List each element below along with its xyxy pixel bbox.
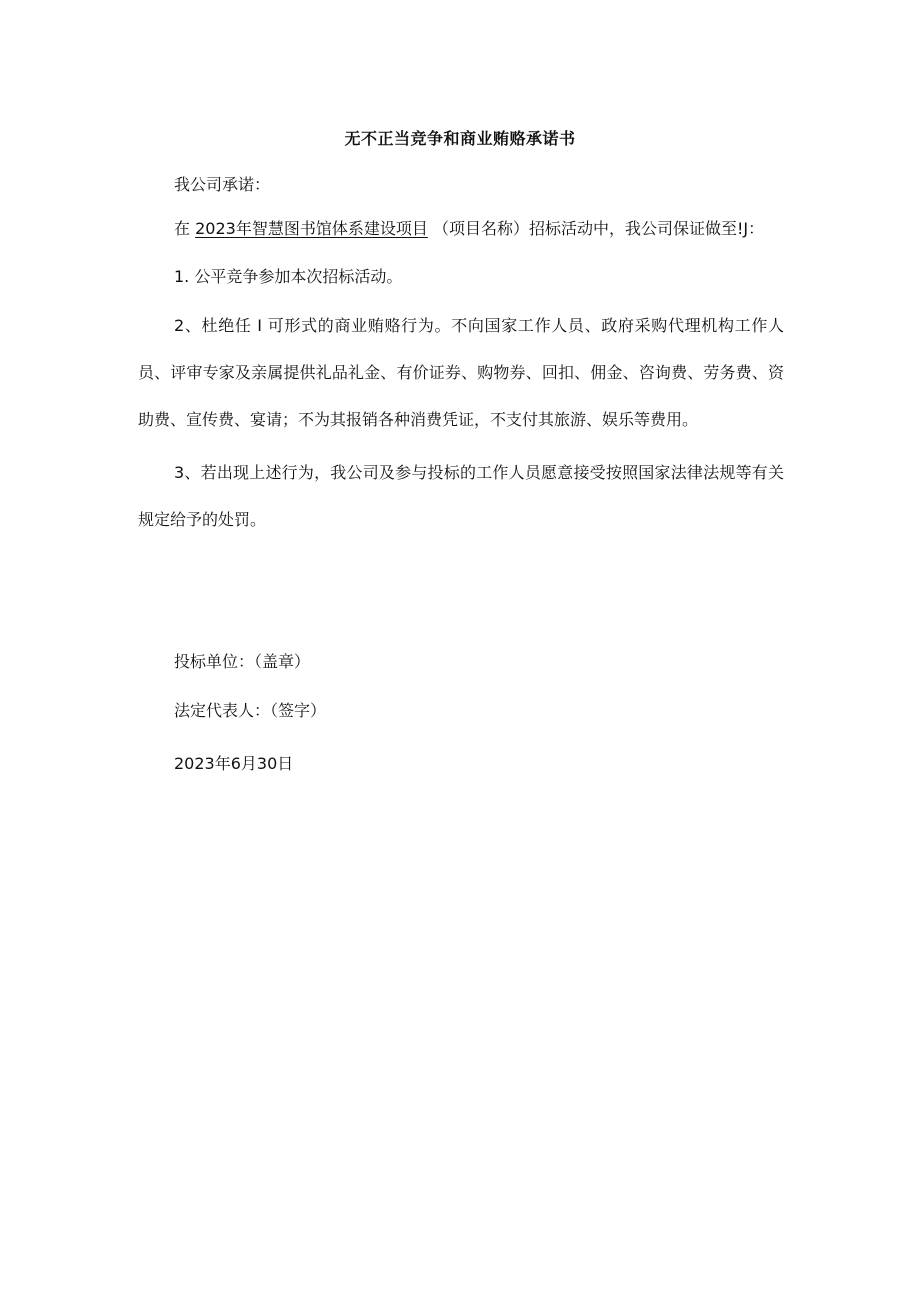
bidder-seal-label: 投标单位：（盖章） bbox=[174, 652, 311, 671]
document-title: 无不正当竞争和商业贿赂承诺书 bbox=[344, 129, 576, 148]
project-name: 2023年智慧图书馆体系建设项目 bbox=[195, 219, 428, 238]
document-date: 2023年6月30日 bbox=[174, 754, 294, 773]
intro-text: 我公司承诺： bbox=[174, 175, 271, 194]
project-prefix: 在 bbox=[174, 219, 191, 238]
item-3: 3、若出现上述行为，我公司及参与投标的工作人员愿意接受按照国家法律法规等有关规定给予的处罚。 bbox=[138, 463, 784, 529]
project-line bbox=[174, 218, 764, 240]
project-suffix: （项目名称）招标活动中，我公司保证做至!J： bbox=[432, 219, 765, 238]
legal-representative-label: 法定代表人：（签字） bbox=[174, 701, 327, 720]
item-2: 2、杜绝任 I 可形式的商业贿赂行为。不向国家工作人员、政府采购代理机构工作人员、评审专家及亲属提供礼品礼金、有价证券、购物券、回扣、佣金、咨询费、劳务费、资助费、宣传费、宴请；不为其报销各种消费凭证，不支付其旅游、娱乐等费用。 bbox=[138, 316, 784, 429]
item-1: 1. 公平竞争参加本次招标活动。 bbox=[174, 267, 403, 286]
